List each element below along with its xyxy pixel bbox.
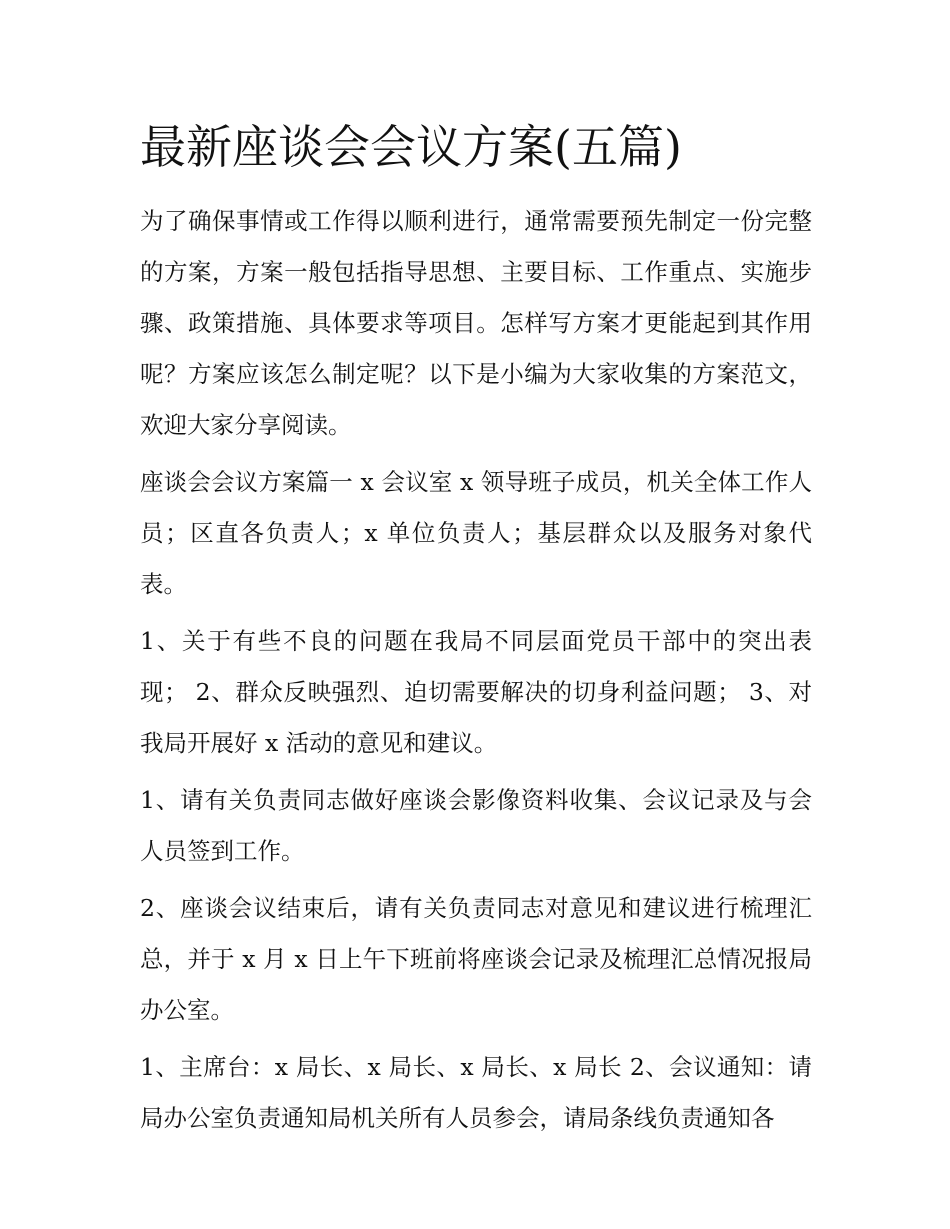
paragraph-requirement-1: 1、请有关负责同志做好座谈会影像资料收集、会议记录及与会人员签到工作。 — [140, 786, 812, 865]
document-title: 最新座谈会会议方案(五篇) — [140, 120, 682, 174]
paragraph-intro: 为了确保事情或工作得以顺利进行，通常需要预先制定一份完整的方案，方案一般包括指导思想、主要目标、工作重点、实施步骤、政策措施、具体要求等项目。怎样写方案才更能起到其作用呢？方案应该怎么制定呢？以下是小编为大家收集的方案范文，欢迎大家分享阅读。 — [140, 207, 812, 439]
paragraph-topics: 1、关于有些不良的问题在我局不同层面党员干部中的突出表现； 2、群众反映强烈、迫切需要解决的切身利益问题； 3、对我局开展好 x 活动的意见和建议。 — [140, 627, 812, 757]
document-page — [140, 112, 812, 1150]
paragraph-arrangement: 1、主席台：x 局长、x 局长、x 局长、x 局长 2、会议通知：请局办公室负责通知局机关所有人员参会，请局条线负责通知各 — [140, 1053, 812, 1132]
paragraph-requirement-2: 2、座谈会议结束后，请有关负责同志对意见和建议进行梳理汇总，并于 x 月 x 日上午下班前将座谈会记录及梳理汇总情况报局办公室。 — [140, 894, 812, 1024]
paragraph-attendees: 座谈会会议方案篇一 x 会议室 x 领导班子成员，机关全体工作人员；区直各负责人；x 单位负责人；基层群众以及服务对象代表。 — [140, 468, 812, 598]
